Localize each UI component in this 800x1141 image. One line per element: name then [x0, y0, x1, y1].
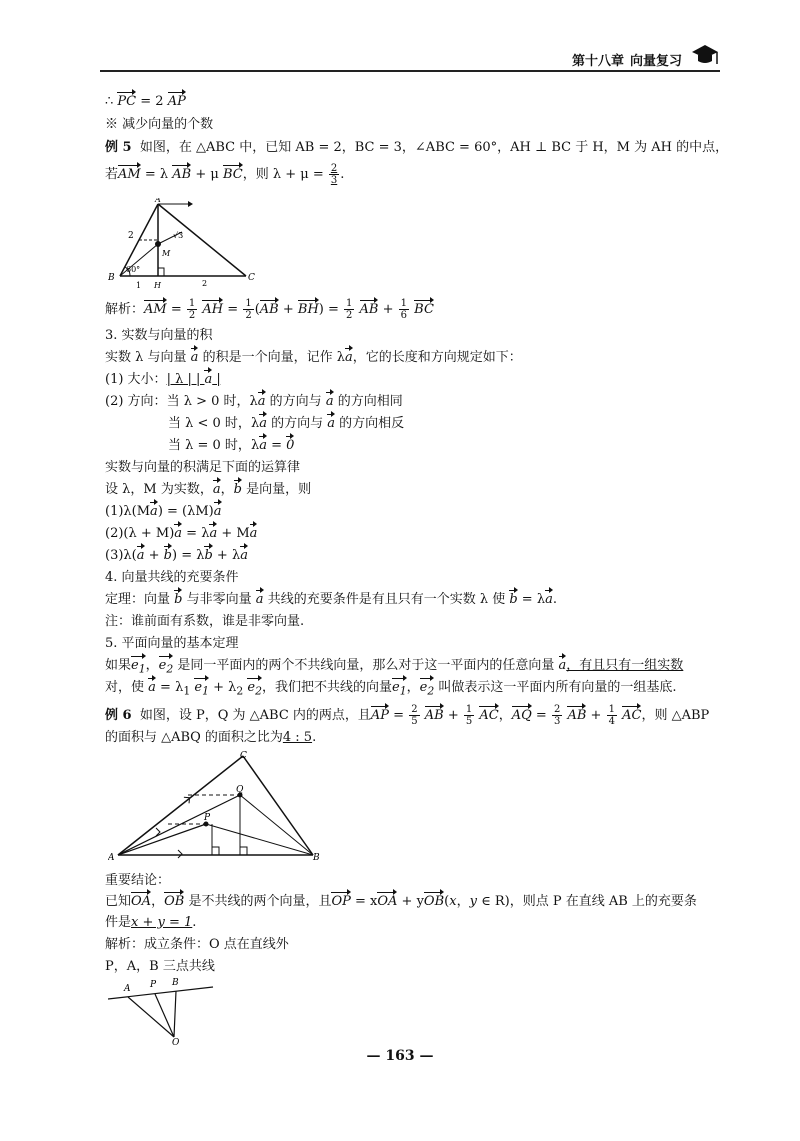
vec-a: a [257, 394, 266, 409]
vec-a: a [190, 350, 199, 365]
key-collinear: P，A，B 三点共线 [105, 959, 215, 974]
vec-a: a [212, 482, 221, 497]
label-b: B [313, 853, 320, 863]
frac: $\frac{2}{5}$ [411, 704, 418, 727]
text: 定理：向量 [105, 592, 171, 607]
vec-a: a [545, 592, 553, 607]
example5-cond-prefix: 若 [105, 167, 119, 182]
text: 叫做表示这一平面内所有向量的一组基底. [438, 680, 677, 695]
edge-ac [158, 204, 246, 276]
vec-a: a [558, 658, 567, 673]
vec-am: AM [118, 167, 141, 182]
vec-ac: AC [622, 708, 642, 723]
section5-line2: 对，使 $a = \lambda_1$ $e_1 + \lambda_2$ $e_2$，我们把不共线的向量$e_1$，$e_2$ 叫做表示这一平面内所有向量的一组基底. [105, 679, 676, 701]
text: ，则 △ABP [641, 708, 710, 723]
vec-a: a [148, 680, 156, 695]
section-title: 向量复习 [629, 54, 682, 69]
text: 的方向与 [271, 416, 324, 431]
page-number: — 163 — [366, 1048, 434, 1064]
vec-e2: $e_2$ [420, 679, 435, 701]
label-a: A [155, 198, 161, 204]
label-b: B [172, 978, 179, 988]
vec-b: b [233, 482, 242, 497]
text: 是向量，则 [246, 482, 312, 497]
text: 的方向相同 [337, 394, 403, 409]
note-reduce-vectors: ※ 减少向量的个数 [105, 117, 214, 132]
section3-direction-3: 当 λ = 0 时，λa = 0 [168, 438, 295, 453]
vec-ah: AH [202, 302, 224, 317]
example5-stem [105, 139, 728, 157]
solution-label: 解析： [105, 302, 145, 317]
right-angle-p [212, 847, 219, 855]
frac-half: $\frac{1}{2}$ [188, 298, 196, 321]
law-2: (2)(λ + M)a = λa + Ma [105, 526, 258, 541]
vec-a: a [174, 526, 183, 541]
vec-oa: OA [377, 894, 398, 909]
answer-numerator: 2 [330, 163, 338, 174]
vec-a: a [240, 548, 248, 563]
label-a: A [108, 853, 115, 863]
right-angle-mark [158, 268, 164, 276]
text: 共线的充要条件是有且只有一个实数 λ 使 [267, 592, 506, 607]
vec-b: b [509, 592, 518, 607]
text: ，则点 P 在直线 AB 上的充要条 [509, 894, 697, 909]
text: (2) 方向： [105, 394, 167, 409]
page-number-value: 163 [385, 1048, 415, 1064]
text: 如果 [105, 658, 132, 673]
frac-half: $\frac{1}{2}$ [346, 298, 353, 321]
key-conclusion-title: 重要结论： [105, 873, 171, 888]
vec-a: a [209, 526, 218, 541]
header-rule [100, 70, 720, 72]
section5-title: 5. 平面向量的基本定理 [105, 636, 239, 651]
vec-ab: AB [359, 302, 379, 317]
example5-text: 如图，在 △ABC 中，已知 AB = 2，BC = 3，∠ABC = 60°，AH ⊥ BC 于 H，M 为 AH 的中点， [139, 140, 729, 155]
label-p: P [150, 980, 157, 990]
vec-aq: AQ [511, 708, 532, 723]
page-header [100, 48, 720, 72]
key-conclusion-condition: 件是x + y = 1. [105, 915, 197, 930]
section5-line1: 如果$e_1$，$e_2$ 是同一平面内的两个不共线向量，那么对于这一平面内的任意向量 a，有且只有一组实数 [105, 657, 683, 679]
arrow-head [188, 201, 193, 207]
label-m: M [162, 249, 171, 258]
vec-a: a [259, 438, 267, 453]
label-c: C [240, 751, 247, 761]
label-o: O [172, 1038, 180, 1045]
label-a: A [124, 984, 131, 994]
section3-assumption: 设 λ，M 为实数，a，b 是向量，则 [105, 482, 312, 497]
vec-oa: OA [131, 894, 152, 909]
graduation-cap-icon [690, 42, 720, 68]
vec-ap: AP [370, 708, 390, 723]
section3-direction-2: 当 λ < 0 时，λa 的方向与 a 的方向相反 [168, 416, 405, 431]
key-conclusion-statement: 已知OA，OB 是不共线的两个向量，且OP = xOA + yOB(x，y ∈ R)，则点 P 在直线 AB 上的充要条 [105, 894, 697, 909]
label-b: B [108, 273, 115, 283]
answer-denominator: 3 [330, 175, 338, 186]
frac-half: $\frac{1}{2}$ [245, 298, 252, 321]
text: ，我们把不共线的向量 [261, 680, 392, 695]
example5-answer [329, 163, 339, 186]
label-p: P [204, 813, 211, 823]
therefore-sign: ∴ [105, 94, 114, 109]
vec-zero: 0 [286, 438, 295, 453]
vec-ob: OB [423, 894, 445, 909]
vec-bc: BC [414, 302, 434, 317]
vec-a: a [204, 372, 213, 387]
law-3: (3)λ(a + b) = λb + λa [105, 548, 248, 563]
vec-b: b [204, 548, 213, 563]
label-angle: 60° [126, 265, 141, 274]
section4-title: 4. 向量共线的充要条件 [105, 570, 239, 585]
text: 是同一平面内的两个不共线向量，那么对于这一平面内的任意向量 [177, 658, 555, 673]
vec-e2: $e_2$ [159, 657, 174, 679]
text: 对，使 [105, 680, 145, 695]
chapter-title: 第十八章 [571, 54, 624, 69]
text: ，它的长度和方向规定如下： [352, 350, 522, 365]
vec-bc: BC [222, 167, 243, 182]
vec-a: a [150, 504, 158, 519]
text: 设 λ，M 为实数， [105, 482, 213, 497]
point-m [155, 241, 161, 247]
figure-triangle-pq [108, 750, 324, 865]
text: 当 λ < 0 时， [168, 416, 251, 431]
example6-stem: 例 6 如图，设 P，Q 为 △ABC 内的两点，且AP = $\frac{2}{5}$ AB + $\frac{1}{5}$ AC，AQ = $\frac{2}{3}$ AB + $\frac{1}{4}$ AC，则 △ABP [105, 704, 710, 727]
text: 的方向相反 [339, 416, 405, 431]
text: 的积是一个向量，记作 [202, 350, 333, 365]
vec-a: a [255, 592, 264, 607]
edge-ac [118, 756, 243, 855]
segment-pb [206, 824, 313, 855]
label-root3: √3 [173, 231, 184, 240]
segment-ao [128, 997, 174, 1037]
label-bh-length: 1 [136, 281, 142, 290]
label-q: Q [236, 785, 244, 795]
vec-pc: PC [117, 94, 137, 109]
text: 与非零向量 [186, 592, 252, 607]
vec-a: a [344, 350, 353, 365]
section3-size [105, 371, 221, 389]
segment-ap [118, 824, 206, 855]
key-answer: x + y = 1 [131, 915, 193, 930]
segment-po [155, 994, 174, 1037]
text: 件是 [105, 915, 132, 930]
right-angle-q [240, 847, 247, 855]
text: 已知 [105, 894, 132, 909]
example5-condition: 若AM = λ AB + μ BC，则 λ + μ = $\frac{2}{3}$ . [105, 163, 345, 186]
text: 当 λ > 0 时， [166, 394, 250, 409]
vec-a: a [136, 548, 145, 563]
text: 是不共线的两个向量，且 [188, 894, 332, 909]
vec-ac: AC [479, 708, 499, 723]
frac: $\frac{2}{3}$ [553, 704, 561, 727]
vec-bh: BH [297, 302, 319, 317]
text: (1) 大小： [105, 372, 167, 387]
vec-a: a [249, 526, 258, 541]
line-therefore: ∴ PC = 2 AP [105, 94, 186, 109]
segment-aq [118, 795, 240, 855]
frac: $\frac{1}{4}$ [608, 704, 615, 727]
figure-triangle-abc [108, 198, 258, 290]
vec-a: a [259, 416, 267, 431]
section3-laws: 实数与向量的积满足下面的运算律 [105, 460, 301, 475]
section4-theorem: 定理：向量 b 与非零向量 a 共线的充要条件是有且只有一个实数 λ 使 b = λa. [105, 592, 557, 607]
segment-bo [174, 991, 176, 1037]
text: ，有且只有一组实数 [566, 658, 684, 673]
example5-cond-suffix: ，则 λ + μ = [242, 167, 324, 182]
text: 如图，设 P，Q 为 △ABC 内的两点，且 [139, 708, 371, 723]
vec-e1: $e_1$ [392, 679, 407, 701]
size-formula: | λ | | a | [166, 372, 221, 387]
vec-am: AM [144, 302, 167, 317]
vec-op: OP [331, 894, 351, 909]
vec-a: a [325, 394, 334, 409]
example6-question: 的面积与 △ABQ 的面积之比为4 : 5. [105, 730, 317, 745]
vec-b: b [174, 592, 183, 607]
vec-ab: AB [172, 167, 192, 182]
label-hc-length: 2 [202, 279, 208, 288]
section3-definition: 实数 λ 与向量 a 的积是一个向量，记作 λa，它的长度和方向规定如下： [105, 350, 522, 365]
example6-label: 例 6 [105, 708, 132, 723]
frac-sixth: $\frac{1}{6}$ [400, 298, 408, 321]
arrow-mark [178, 850, 182, 858]
vec-a: a [213, 504, 222, 519]
example5-label: 例 5 [105, 140, 132, 155]
label-c: C [248, 273, 255, 283]
vec-b: b [163, 548, 172, 563]
law-1: (1)λ(Ma) = (λM)a [105, 504, 222, 519]
label-h: H [154, 281, 161, 290]
example5-solution: 解析：AM = $\frac{1}{2}$ AH = $\frac{1}{2}$ (AB + BH) = $\frac{1}{2}$ AB + $\frac{1}{6}$ BC [105, 298, 434, 321]
text: 的方向与 [269, 394, 322, 409]
section4-note: 注：谁前面有系数，谁是非零向量. [105, 614, 305, 629]
vec-ob: OB [164, 894, 185, 909]
section3-title: 3. 实数与向量的积 [105, 328, 213, 343]
example6-answer: 4 : 5 [282, 730, 313, 745]
vec-a: a [327, 416, 336, 431]
key-solution: 解析：成立条件：O 点在直线外 [105, 937, 289, 952]
figure-collinear [108, 975, 218, 1045]
label-ab-length: 2 [128, 231, 134, 241]
text: 当 λ = 0 时， [168, 438, 251, 453]
vec-e1: $e_1$ [131, 657, 146, 679]
vec-ab: AB [567, 708, 587, 723]
section3-direction-1: (2) 方向：当 λ > 0 时，λa 的方向与 a 的方向相同 [105, 394, 403, 409]
vec-e2: $e_2$ [247, 679, 262, 701]
frac: $\frac{1}{5}$ [465, 704, 473, 727]
text: 的面积与 △ABQ 的面积之比为 [105, 730, 283, 745]
vec-ab: AB [259, 302, 279, 317]
text: 实数 λ 与向量 [105, 350, 187, 365]
vec-ab: AB [424, 708, 444, 723]
vec-ap: AP [167, 94, 186, 109]
vec-e1: $e_1$ [194, 679, 209, 701]
